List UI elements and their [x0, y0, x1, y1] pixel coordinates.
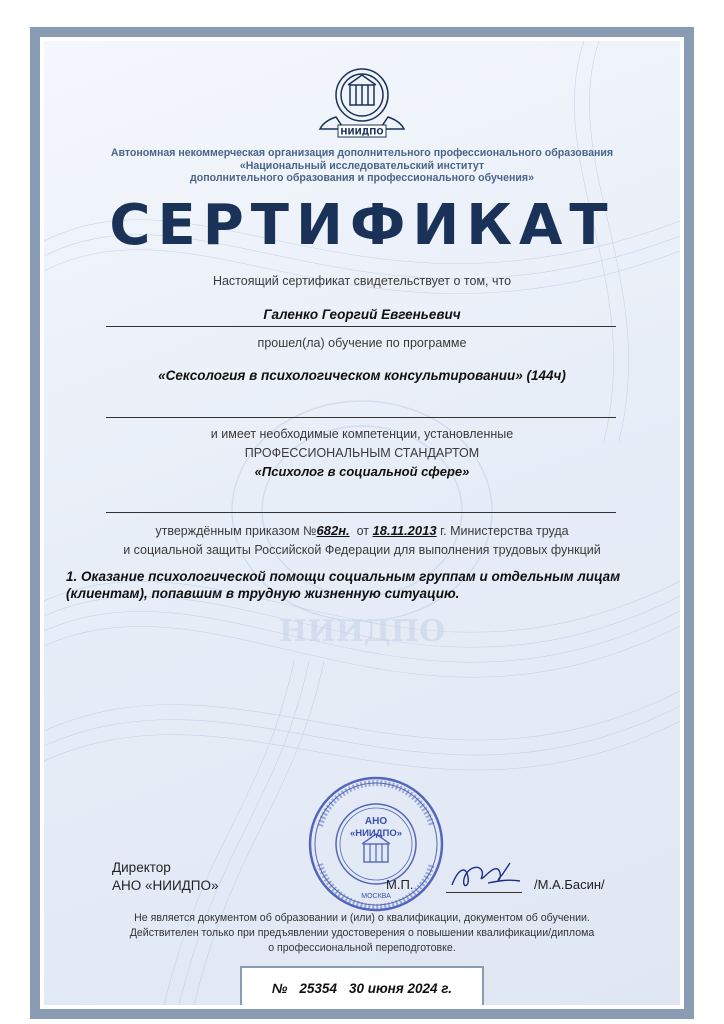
divider-line: [106, 512, 616, 513]
signatory-name: /М.А.Басин/: [534, 877, 605, 892]
seal-middle-text: «НИИДПО»: [349, 828, 403, 839]
labor-function-item: 1. Оказание психологической помощи социальным группам и отдельным лицам (клиентам), попавшим в трудную жизненную ситуацию.: [66, 569, 621, 601]
disclaimer-line-1: Не является документом об образовании и (или) о квалификации, документом об обучении.: [134, 912, 590, 924]
intro-text: Настоящий сертификат свидетельствует о том, что: [212, 274, 512, 288]
order-line-2: и социальной защиты Российской Федерации для выполнения трудовых функций: [123, 543, 601, 557]
seal-bottom-text: МОСКВА: [361, 893, 391, 900]
signature-line: [446, 892, 522, 893]
completed-text: прошел(ла) обучение по программе: [257, 336, 467, 350]
director-title-line-2: АНО «НИИДПО»: [112, 878, 219, 893]
niidpo-logo: [314, 61, 410, 141]
standard-name: «Психолог в социальной сфере»: [254, 464, 470, 479]
order-number: 682н.: [316, 523, 350, 538]
organization-line-2: «Национальный исследовательский институт: [239, 159, 485, 172]
order-date: 18.11.2013: [372, 523, 437, 538]
seal-top-text: АНО: [364, 816, 388, 827]
official-seal: [306, 774, 446, 914]
order-from: от: [356, 524, 370, 538]
stamp-icon: [306, 774, 446, 914]
certificate-number-box: [240, 966, 484, 1005]
divider-line: [106, 417, 616, 418]
organization-name: [44, 147, 680, 185]
order-line: [44, 523, 680, 538]
certificate-date: 30 июня 2024 г.: [348, 980, 453, 996]
certificate-title: СЕРТИФИКАТ: [109, 193, 615, 258]
certificate-number: 25354: [299, 980, 337, 996]
competence-text: и имеет необходимые компетенции, установленные: [210, 427, 514, 441]
svg-text:НИИДПО: НИИДПО: [278, 614, 446, 649]
handwritten-signature: [448, 859, 522, 893]
disclaimer: [44, 911, 680, 956]
organization-line-1: Автономная некоммерческая организация дополнительного профессионального образования: [110, 147, 614, 159]
order-suffix: г. Министерства труда: [440, 524, 569, 538]
director-title-line-1: Директор: [112, 860, 171, 875]
order-prefix: утверждённым приказом №: [155, 524, 317, 538]
logo-caption: НИИДПО: [340, 127, 384, 138]
niidpo-emblem-icon: [314, 61, 410, 141]
program-name: «Сексология в психологическом консультировании» (144ч): [158, 368, 566, 383]
labor-functions-list: [66, 568, 666, 602]
recipient-name: Галенко Георгий Евгеньевич: [263, 307, 461, 322]
number-sign: №: [271, 980, 288, 996]
disclaimer-line-3: о профессиональной переподготовке.: [268, 942, 456, 954]
mp-mark: М.П.: [386, 877, 414, 892]
certificate-paper: [44, 41, 680, 1005]
director-title: [112, 859, 219, 895]
divider-line: [106, 326, 616, 327]
standard-label: ПРОФЕССИОНАЛЬНЫМ СТАНДАРТОМ: [244, 446, 480, 460]
organization-line-3: дополнительного образования и профессионального обучения»: [190, 172, 534, 184]
disclaimer-line-2: Действителен только при предъявлении удостоверения о повышении квалификации/диплома: [129, 927, 595, 939]
